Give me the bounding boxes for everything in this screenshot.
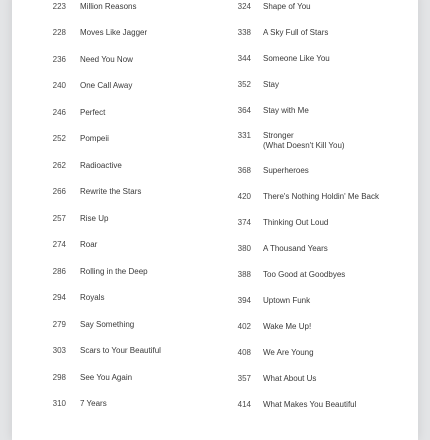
page-number: 338 (237, 28, 251, 37)
page-number: 298 (52, 373, 66, 382)
song-title: Roar (80, 240, 98, 249)
song-title: Superheroes (263, 166, 309, 175)
song-title: Million Reasons (80, 2, 137, 11)
song-title: Royals (80, 293, 105, 302)
page-number: 380 (237, 244, 251, 253)
song-title: Scars to Your Beautiful (80, 346, 161, 355)
song-title-line1: Stronger (263, 131, 294, 140)
song-title: Stay (263, 80, 280, 89)
song-title: See You Again (80, 373, 133, 382)
page-number: 240 (52, 81, 66, 90)
page-number: 331 (237, 131, 251, 140)
page-number: 228 (52, 28, 66, 37)
song-title: Wake Me Up! (263, 322, 312, 331)
page-number: 357 (237, 374, 251, 383)
page-number: 223 (52, 2, 66, 11)
page-number: 364 (237, 106, 251, 115)
page-number: 408 (237, 348, 251, 357)
song-title: Thinking Out Loud (263, 218, 329, 227)
page-number: 294 (52, 293, 66, 302)
song-title: Uptown Funk (263, 296, 311, 305)
page-number: 236 (52, 55, 66, 64)
page-number: 368 (237, 166, 251, 175)
song-title: Stay with Me (263, 106, 309, 115)
song-title: We Are Young (263, 348, 314, 357)
song-title: One Call Away (80, 81, 133, 90)
page-number: 394 (237, 296, 251, 305)
page-number: 344 (237, 54, 251, 63)
page-number: 246 (52, 108, 66, 117)
song-title: Perfect (80, 108, 106, 117)
song-title: What About Us (263, 374, 317, 383)
song-title: 7 Years (80, 399, 107, 408)
song-title: Too Good at Goodbyes (263, 270, 346, 279)
page-number: 303 (52, 346, 66, 355)
page-number: 266 (52, 187, 66, 196)
song-title: Need You Now (80, 55, 133, 64)
song-title: A Thousand Years (263, 244, 328, 253)
page-number: 279 (52, 320, 66, 329)
page-number: 324 (237, 2, 251, 11)
page-number: 420 (237, 192, 251, 201)
song-title: Shape of You (263, 2, 311, 11)
song-title: Say Something (80, 320, 135, 329)
page-number: 374 (237, 218, 251, 227)
song-title: What Makes You Beautiful (263, 400, 357, 409)
page-number: 262 (52, 161, 66, 170)
page-number: 414 (237, 400, 251, 409)
song-index-page (12, 0, 418, 440)
page-number: 388 (237, 270, 251, 279)
page-number: 274 (52, 240, 66, 249)
page-number: 252 (52, 134, 66, 143)
song-title: Pompeii (80, 134, 109, 143)
song-title (263, 131, 345, 151)
page-number: 310 (52, 399, 66, 408)
song-title: Rolling in the Deep (80, 267, 148, 276)
song-title: Someone Like You (263, 54, 330, 63)
page-number: 402 (237, 322, 251, 331)
song-title: Radioactive (80, 161, 122, 170)
song-title: Moves Like Jagger (80, 28, 148, 37)
page-number: 257 (52, 214, 66, 223)
song-title-line2: (What Doesn't Kill You) (263, 141, 345, 150)
page-number: 352 (237, 80, 251, 89)
song-title: Rise Up (80, 214, 109, 223)
page-number: 286 (52, 267, 66, 276)
song-title: There's Nothing Holdin' Me Back (263, 192, 379, 201)
song-title: Rewrite the Stars (80, 187, 142, 196)
song-title: A Sky Full of Stars (263, 28, 329, 37)
